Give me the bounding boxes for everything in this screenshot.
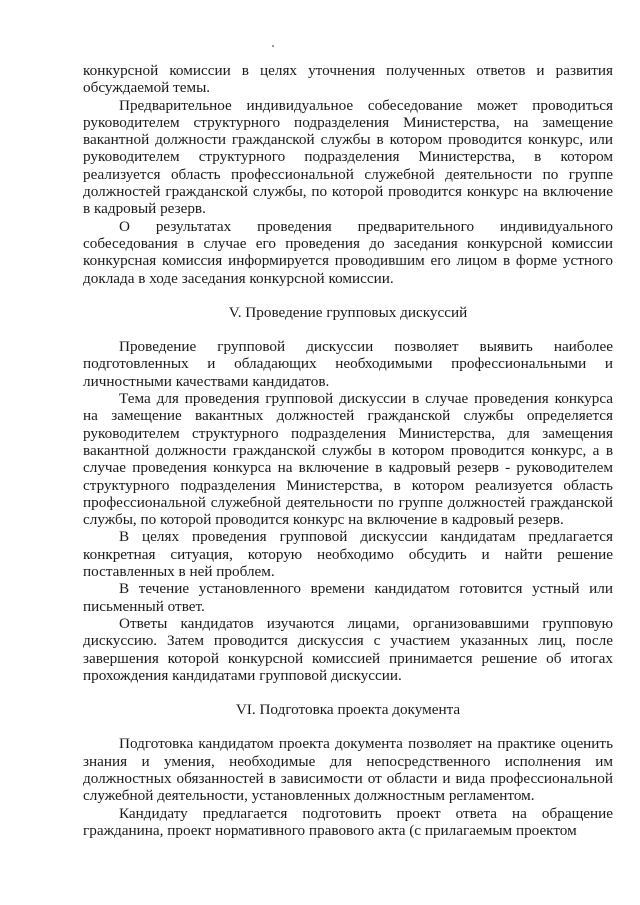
- paragraph: Подготовка кандидатом проекта документа позволяет на практике оценить знания и умения, необходимые для непосредственного исполнения им должностных обязанностей в зависимости от области и вида профессиональной служебной деятельности, установленных должностным регламентом.: [83, 735, 613, 805]
- section-heading-6: VI. Подготовка проекта документа: [235, 701, 461, 719]
- paragraph: В течение установленного времени кандидатом готовится устный или письменный ответ.: [83, 580, 613, 615]
- paragraph: Предварительное индивидуальное собеседование может проводиться руководителем структурного подразделения Министерства, на замещение вакантной должности гражданской службы в котором проводится конкурс, или руководителем структурного подразделения Министерства, в котором реализуется область профессиональной служебной деятельности по группе должностей гражданской службы, по которой проводится конкурс на включение в кадровый резерв.: [83, 96, 613, 218]
- paragraph: Кандидату предлагается подготовить проект ответа на обращение гражданина, проект нормативного правового акта (с прилагаемым проектом: [83, 804, 613, 839]
- section-heading-5: V. Проведение групповых дискуссий: [228, 303, 468, 321]
- paragraph: В целях проведения групповой дискуссии кандидатам предлагается конкретная ситуация, которую необходимо обсудить и найти решение поставленных в ней проблем.: [83, 528, 613, 581]
- scan-speck: [272, 45, 274, 47]
- paragraph: Проведение групповой дискуссии позволяет выявить наиболее подготовленных и обладающих необходимыми профессиональными и личностными качествами кандидатов.: [83, 338, 613, 390]
- paragraph: Ответы кандидатов изучаются лицами, организовавшими групповую дискуссию. Затем проводится дискуссия с участием указанных лиц, после завершения которой конкурсной комиссией принимается решение об итогах прохождения кандидатами групповой дискуссии.: [83, 614, 613, 684]
- paragraph: О результатах проведения предварительного индивидуального собеседования в случае его проведения до заседания конкурсной комиссии конкурсная комиссия информируется проводившим его лицом в форме устного доклада в ходе заседания конкурсной комиссии.: [83, 217, 613, 287]
- paragraph-continuation: конкурсной комиссии в целях уточнения полученных ответов и развития обсуждаемой темы.: [83, 62, 613, 97]
- paragraph: Тема для проведения групповой дискуссии в случае проведения конкурса на замещение вакантных должностей гражданской службы определяется руководителем структурного подразделения Министерства, для замещения вакантной должности гражданской службы в котором проводится конкурс, а в случае проведения конкурса на включение в кадровый резерв - руководителем структурного подразделения Министерства, в котором реализуется область профессиональной служебной деятельности по группе должностей гражданской службы, по которой проводится конкурс на включение в кадровый резерв.: [83, 390, 613, 529]
